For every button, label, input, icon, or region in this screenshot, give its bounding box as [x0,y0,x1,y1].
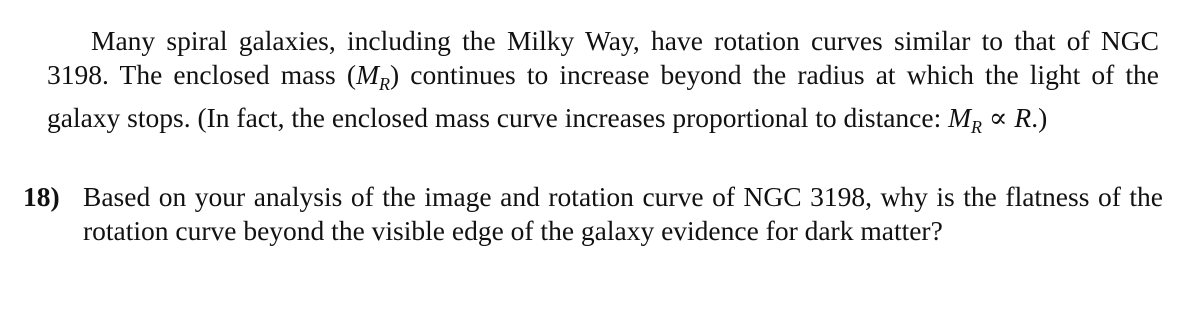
proportional-mass-subscript: R [971,117,983,137]
enclosed-mass-symbol: M [356,59,379,90]
proportional-rhs: R [1014,102,1032,133]
intro-text-part3: .) [1031,102,1048,133]
question-number: 18) [23,181,60,212]
proportional-mass-symbol: M [948,102,972,133]
enclosed-mass-subscript: R [378,74,390,94]
proportional-operator: ∝ [982,102,1015,133]
question-18 [23,180,1163,248]
intro-paragraph [47,24,1159,144]
intro-text-part2: ) continues to increase beyond the radius at which the light of the galaxy stops. (In fact, the enclosed mass curve increases proportional to distance: [47,59,1159,133]
intro-text-part1: Many spiral galaxies, including the Milky Way, have rotation curves similar to that of NGC 3198. The enclosed mass ( [47,25,1159,90]
question-text: Based on your analysis of the image and rotation curve of NGC 3198, why is the flatness of the rotation curve beyond the visible edge of the galaxy evidence for dark matter? [83,181,1163,246]
